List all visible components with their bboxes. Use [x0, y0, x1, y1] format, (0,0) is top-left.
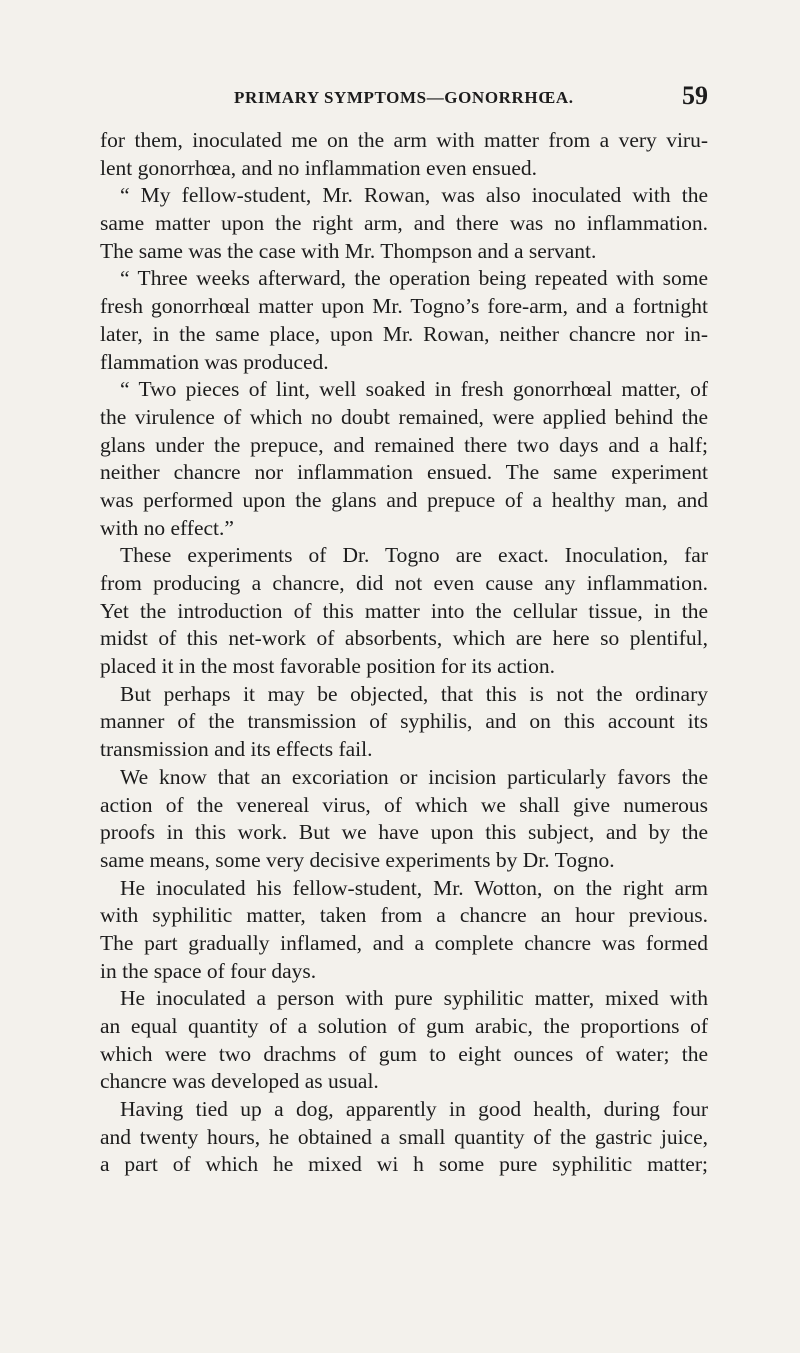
running-title: PRIMARY SYMPTOMS—GONORRHŒA. — [234, 88, 574, 107]
text-line: flammation was produced. — [100, 349, 329, 374]
text-line: Yet the introduction of this matter into the cellular tissue, in the — [100, 598, 708, 623]
text-line: chancre was developed as usual. — [100, 1069, 379, 1094]
text-line: neither chancre nor inflammation ensued. The same experiment — [100, 460, 708, 485]
text-line: for them, inoculated me on the arm with matter from a very viru- — [100, 128, 708, 152]
text-line: He inoculated a person with pure syphilitic matter, mixed with — [120, 986, 708, 1011]
text-line: We know that an excoriation or incision particularly favors the — [120, 764, 708, 789]
text-line: later, in the same place, upon Mr. Rowan, neither chancre nor in- — [100, 321, 708, 346]
text-line: proofs in this work. But we have upon this subject, and by the — [100, 820, 708, 845]
text-line: with no effect.” — [100, 515, 234, 540]
text-line: midst of this net-work of absorbents, which are here so plentiful, — [100, 626, 708, 651]
text-line: “ Three weeks afterward, the operation being repeated with some — [120, 266, 708, 291]
text-line: “ Two pieces of lint, well soaked in fresh gonorrhœal matter, of — [120, 377, 708, 402]
text-line: lent gonorrhœa, and no inflammation even ensued. — [100, 155, 538, 180]
text-line: transmission and its effects fail. — [100, 737, 373, 762]
text-line: The part gradually inflamed, and a complete chancre was formed — [100, 930, 708, 955]
text-line: The same was the case with Mr. Thompson and a servant. — [100, 238, 597, 263]
text-line: was performed upon the glans and prepuce of a healthy man, and — [100, 487, 708, 512]
text-line: same means, some very decisive experiments by Dr. Togno. — [100, 847, 615, 872]
running-head — [100, 81, 708, 112]
text-line: manner of the transmission of syphilis, and on this account its — [100, 709, 708, 734]
text-line: same matter upon the right arm, and there was no inflammation. — [100, 211, 708, 236]
text-line: fresh gonorrhœal matter upon Mr. Togno’s fore-arm, and a fortnight — [100, 294, 708, 319]
text-line: a part of which he mixed wi h some pure syphilitic matter; — [100, 1152, 708, 1177]
text-line: “ My fellow-student, Mr. Rowan, was also inoculated with the — [120, 183, 708, 208]
text-line: action of the venereal virus, of which we shall give numerous — [100, 792, 708, 817]
text-line: in the space of four days. — [100, 958, 317, 983]
text-line: placed it in the most favorable position for its action. — [100, 654, 555, 679]
text-line: glans under the prepuce, and remained there two days and a half; — [100, 432, 708, 457]
text-line: the virulence of which no doubt remained, were applied behind the — [100, 404, 708, 429]
text-line: which were two drachms of gum to eight ounces of water; the — [100, 1041, 708, 1066]
text-line: Having tied up a dog, apparently in good health, during four — [120, 1097, 708, 1122]
text-line: and twenty hours, he obtained a small quantity of the gastric juice, — [100, 1124, 708, 1149]
text-line: He inoculated his fellow-student, Mr. Wotton, on the right arm — [120, 875, 708, 900]
text-line: But perhaps it may be objected, that this is not the ordinary — [120, 681, 708, 706]
text-line: These experiments of Dr. Togno are exact. Inoculation, far — [120, 543, 708, 568]
text-line: from producing a chancre, did not even cause any inflammation. — [100, 571, 708, 595]
body-text — [100, 127, 708, 1179]
text-line: an equal quantity of a solution of gum arabic, the proportions of — [100, 1014, 708, 1038]
text-line: with syphilitic matter, taken from a chancre an hour previous. — [100, 903, 708, 928]
page-number: 59 — [682, 81, 708, 110]
